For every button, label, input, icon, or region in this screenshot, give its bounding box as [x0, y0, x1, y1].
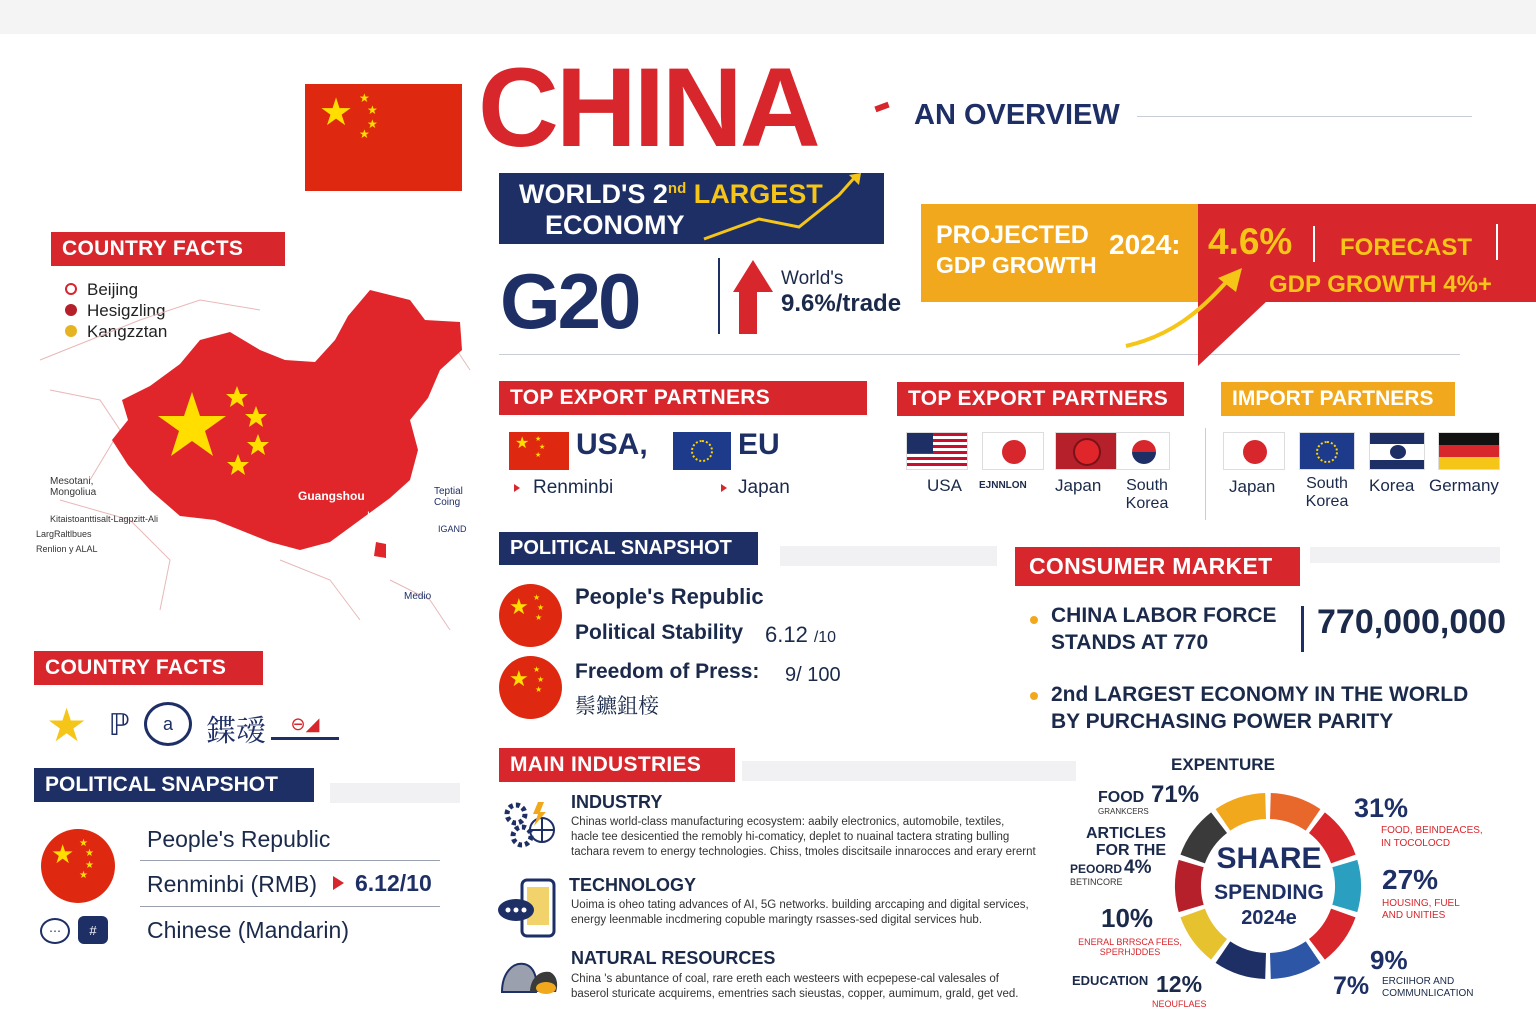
trade-label: World's — [781, 268, 844, 289]
spend-27-val: 27% — [1382, 864, 1439, 895]
consumer-header-shadow — [1310, 547, 1500, 563]
gdp-divider-2 — [1496, 224, 1498, 260]
growth-arrow-icon — [699, 173, 884, 244]
industries-header-shadow — [742, 761, 1076, 781]
spend-9-val: 9% — [1370, 945, 1408, 975]
spend-9-sub-b: COMMUNLICATION — [1382, 988, 1474, 999]
consumer-line2b: BY PURCHASING POWER PARITY — [1051, 710, 1394, 733]
country-facts-header: COUNTRY FACTS — [51, 232, 285, 266]
industry-text-3b: baserol sturicate acquirems, ementries sach sieustas, copper, aumimum, grald, get ved. — [571, 988, 1019, 1000]
map-label-3: LargRaltlbues — [36, 529, 92, 539]
gears-icon — [500, 798, 556, 854]
page-subtitle: AN OVERVIEW — [914, 99, 1120, 131]
japan-flag-3 — [1223, 432, 1285, 470]
map-label-8: IGAND — [438, 524, 467, 534]
germany-flag — [1438, 432, 1500, 470]
spend-10-val: 10% — [1101, 903, 1154, 933]
spending-title: EXPENTURE — [1171, 755, 1275, 774]
china-map — [30, 280, 480, 640]
top-band — [0, 0, 1536, 34]
political-mid-glyph: 鬃鑣鉏椄 — [575, 695, 659, 718]
import-label-2: South Korea — [1305, 475, 1349, 511]
eu-flag — [673, 432, 731, 470]
gdp-forecast-line2: GDP GROWTH 4%+ — [1269, 271, 1492, 298]
stability-scale: /10 — [813, 629, 837, 646]
page-title: CHINA — [478, 45, 818, 170]
gdp-arrow-icon — [1120, 262, 1250, 352]
spend-food-val: 71% — [1151, 781, 1200, 808]
consumer-line2a: 2nd LARGEST ECONOMY IN THE WORLD — [1051, 683, 1469, 706]
industry-title-1: INDUSTRY — [571, 792, 663, 812]
spend-12-val: 12% — [1156, 971, 1203, 997]
japan-flag-2 — [1055, 432, 1117, 470]
spend-7-val: 7% — [1333, 972, 1370, 1000]
gdp-value: 4.6% — [1208, 221, 1293, 262]
transport-icon: ⊖◢ — [271, 712, 339, 740]
gdp-projected-line2: GDP GROWTH — [936, 252, 1097, 278]
spend-27-sub-b: AND UNITIES — [1382, 910, 1446, 921]
economy-badge — [499, 173, 884, 244]
map-label-6: Hiang — [367, 510, 396, 522]
donut-segment — [1345, 864, 1348, 909]
political-left-rule-2 — [140, 906, 440, 907]
industry-title-2: TECHNOLOGY — [569, 875, 697, 895]
spend-betincore: BETINCORE — [1070, 877, 1123, 887]
consumer-bullet-1 — [1030, 616, 1038, 624]
city-1: Beijing — [87, 280, 139, 299]
china-flag-small: ★ ★ ★ ★ — [509, 432, 569, 470]
industry-text-2a: Uoima is oheo tating advances of AI, 5G networks. building arccaping and digital services, — [571, 899, 1029, 911]
city-2: Hesigzling — [87, 301, 166, 320]
header-rule — [499, 354, 1460, 355]
gdp-forecast: FORECAST — [1340, 234, 1472, 261]
badge-text-c: ECONOMY — [545, 210, 685, 240]
donut-segment — [1270, 806, 1313, 820]
industry-text-1b: hacle tee desicentied the remobly hi-comaticy, deplet to nuainal tactera strating bulling — [571, 831, 1010, 843]
import-label-3: Korea — [1369, 476, 1415, 495]
export2-label-1: USA — [927, 476, 962, 495]
consumer-bullet-2 — [1030, 692, 1038, 700]
korea-flag — [1369, 432, 1425, 470]
spend-peoord: PEOORD — [1070, 862, 1123, 876]
facts-glyph: 鍱叆 — [206, 715, 266, 748]
import-label-4: Germany — [1429, 476, 1499, 495]
industry-text-1c: tachara revem to energy technologies. Chiss, tmoles discitsaile innarocces and erary erernt — [571, 846, 1036, 858]
political-mid-line1: People's Republic — [575, 584, 764, 609]
facts-icons — [46, 699, 346, 751]
export2-label-3: Japan — [1055, 476, 1102, 495]
donut-center-1: SHARE — [1216, 842, 1322, 875]
globe-icon: a — [144, 702, 192, 746]
donut-segment — [1223, 806, 1266, 820]
spend-12-sub: NEOUFLAES — [1152, 999, 1207, 1009]
south-korea-flag-1 — [1116, 432, 1170, 470]
political-left-value: 6.12/10 — [355, 870, 432, 896]
donut-segment — [1270, 952, 1313, 966]
political-left-row-3: Chinese (Mandarin) — [147, 917, 349, 943]
subtitle-rule — [1137, 116, 1472, 117]
spend-31-val: 31% — [1354, 793, 1409, 823]
export2-label-4: South Korea — [1125, 477, 1169, 513]
political-mid-value3: 9/ 100 — [785, 664, 841, 686]
g20-label: G20 — [500, 257, 639, 345]
export-1-sub: Renminbi — [533, 477, 614, 498]
political-mid-line2: Political Stability — [575, 621, 744, 644]
import-label-1: Japan — [1229, 477, 1276, 496]
political-left-rule-1 — [140, 860, 440, 861]
emblem-icon: ℙ — [108, 708, 130, 742]
title-swoosh — [874, 102, 889, 112]
resources-icon — [500, 958, 560, 996]
export-1-name: USA, — [576, 428, 648, 461]
city-3: Kangzztan — [87, 322, 168, 341]
export-partners-header-1: TOP EXPORT PARTNERS — [499, 381, 867, 415]
map-label-5: Guangshou — [298, 489, 365, 503]
gdp-divider-1 — [1313, 226, 1315, 262]
export-partners-header-2: TOP EXPORT PARTNERS — [897, 382, 1184, 416]
political-header-left-shadow — [330, 783, 460, 803]
political-mid-line3: Freedom of Press: — [575, 660, 760, 683]
export-2-sub: Japan — [738, 477, 790, 498]
political-left-row-1: People's Republic — [147, 826, 331, 852]
map-label-9: Medio — [404, 591, 432, 602]
china-round-flag-mid-1: ★ ★ ★ ★ — [499, 584, 562, 647]
map-label-7: Teptial Coing — [434, 486, 463, 508]
spend-9-sub-a: ERCIIHOR AND — [1382, 976, 1455, 987]
spend-31-sub-b: IN TOCOLOCD — [1381, 838, 1451, 849]
china-flag: ★ ★ ★ ★ ★ — [305, 84, 462, 191]
country-facts-header-2: COUNTRY FACTS — [34, 651, 263, 685]
spend-food: FOOD — [1098, 789, 1145, 806]
up-arrow-icon — [733, 258, 773, 336]
phone-icon — [498, 878, 558, 938]
political-mid-value2 — [765, 622, 836, 648]
consumer-line1b: STANDS AT 770 — [1051, 631, 1209, 654]
spend-10-sub: ENERAL BRRSCA FEES, SPERHJDDES — [1078, 937, 1182, 958]
consumer-market-header: CONSUMER MARKET — [1015, 547, 1300, 586]
spend-articles: ARTICLES FOR THE — [1086, 825, 1166, 859]
divider — [718, 258, 720, 334]
japan-flag-1 — [982, 432, 1044, 470]
export2-label-2: EJNNLON — [979, 480, 1027, 491]
bullet-1 — [514, 484, 520, 492]
political-header-mid: POLITICAL SNAPSHOT — [499, 532, 758, 565]
spend-27-sub-a: HOUSING, FUEL — [1382, 898, 1460, 909]
stability-score: 6.12 — [765, 622, 808, 647]
usa-flag — [906, 432, 968, 470]
consumer-line1a: CHINA LABOR FORCE — [1051, 604, 1277, 627]
donut-center-2: SPENDING — [1214, 881, 1324, 904]
china-round-flag-left: ★ ★ ★ ★ ★ — [41, 829, 115, 903]
language-icon: # — [78, 916, 108, 944]
spend-food-sub: GRANKCERS — [1098, 807, 1149, 816]
badge-text-a: WORLD'S 2 — [519, 179, 668, 209]
donut-segment — [1223, 952, 1266, 966]
import-partners-header: IMPORT PARTNERS — [1221, 382, 1455, 416]
industry-text-1a: Chinas world-class manufacturing ecosystem: aabily electronics, automobile, textiles, — [571, 816, 1005, 828]
badge-text-sup: nd — [667, 180, 687, 197]
labor-force-number: 770,000,000 — [1317, 603, 1507, 641]
badge-text-b: LARGEST — [686, 179, 823, 209]
gdp-year: 2024: — [1109, 229, 1181, 260]
industry-text-2b: energy leenmable incdmering copuble maringty rsasses-sed digital services hub. — [571, 914, 983, 926]
political-left-row-2: Renminbi (RMB) — [147, 871, 317, 897]
industry-title-3: NATURAL RESOURCES — [571, 948, 776, 968]
map-label-2: Kitaistoanttisalt-Lagpzitt-Ali — [50, 514, 159, 524]
industry-text-3a: China 's abuntance of coal, rare ereth each westeers with ecpepese-cal valesales of — [571, 973, 999, 985]
star-icon: ★ — [46, 699, 88, 751]
consumer-divider — [1301, 606, 1304, 652]
spend-31-sub-a: FOOD, BEINDEACES, — [1381, 825, 1483, 836]
chat-icon: ⋯ — [40, 918, 70, 944]
map-label-1: Mesotani, Mongoliua — [50, 476, 97, 498]
donut-center-3: 2024e — [1241, 907, 1297, 929]
export-2-name: EU — [738, 428, 780, 461]
south-korea-eu-flag — [1299, 432, 1355, 470]
political-header-left: POLITICAL SNAPSHOT — [34, 768, 314, 802]
spend-education: EDUCATION — [1072, 973, 1149, 988]
gdp-projected-line1: PROJECTED — [936, 221, 1089, 249]
political-header-mid-shadow — [780, 546, 997, 566]
trade-value: 9.6%/trade — [781, 290, 902, 317]
main-industries-header: MAIN INDUSTRIES — [499, 748, 735, 782]
china-round-flag-mid-2: ★ ★ ★ ★ — [499, 656, 562, 719]
bullet-2 — [721, 484, 727, 492]
import-divider — [1205, 428, 1206, 520]
donut-segment — [1188, 864, 1191, 909]
play-marker-icon — [333, 876, 344, 890]
spend-peoord-val: 4% — [1124, 857, 1152, 878]
map-label-4: Renlion y ALAL — [36, 544, 98, 554]
